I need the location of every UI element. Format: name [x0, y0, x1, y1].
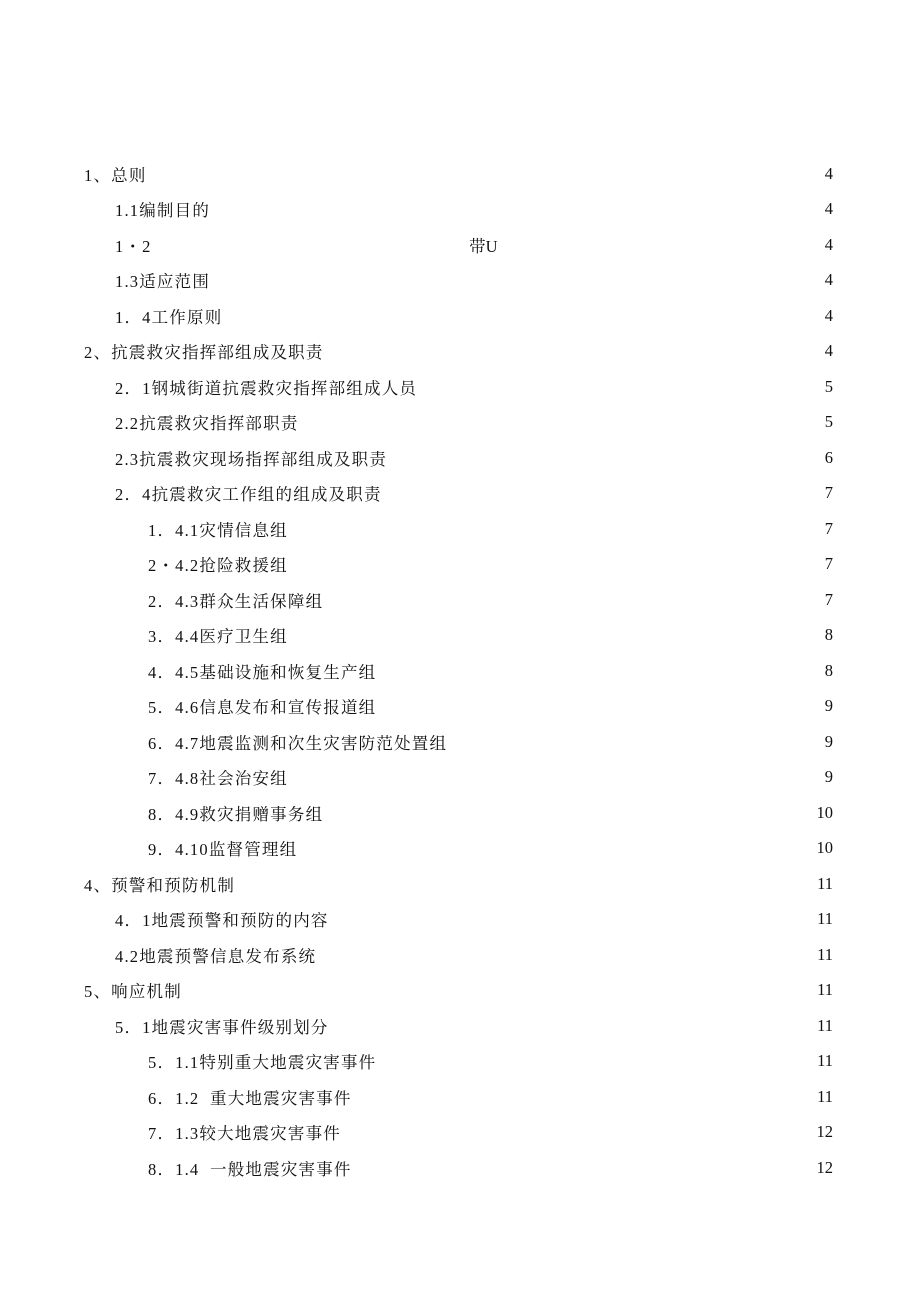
toc-entry-title: 6．4.7地震监测和次生灾害防范处置组 — [148, 730, 451, 754]
dot-leader — [294, 767, 813, 787]
toc-entry[interactable] — [0, 618, 920, 654]
dot-leader — [335, 909, 813, 929]
toc-entry-page: 11 — [817, 873, 833, 893]
dot-leader — [241, 874, 813, 894]
toc-entry-page: 7 — [824, 589, 833, 609]
toc-entry[interactable] — [0, 369, 920, 405]
toc-entry[interactable] — [0, 689, 920, 725]
toc-entry-title: 7．4.8社会治安组 — [148, 765, 292, 789]
toc-entry-page: 8 — [824, 625, 833, 645]
toc-entry-title: 1.1编制目的 — [115, 197, 214, 221]
dot-leader — [347, 1122, 813, 1142]
toc-entry[interactable] — [0, 795, 920, 831]
dot-leader — [228, 306, 813, 326]
dot-leader — [388, 483, 813, 503]
toc-entry-title: 1、总则 — [84, 162, 151, 186]
toc-entry-page: 11 — [817, 944, 833, 964]
toc-entry-page: 5 — [824, 376, 833, 396]
toc-entry[interactable] — [0, 582, 920, 618]
dot-leader — [153, 164, 813, 184]
toc-entry-title: 2．1钢城街道抗震救灾指挥部组成人员 — [115, 375, 421, 399]
toc-entry-page: 6 — [824, 447, 833, 467]
toc-entry-title: 2.3抗震救灾现场指挥部组成及职责 — [115, 446, 391, 470]
toc-entry-title: 5．4.6信息发布和宣传报道组 — [148, 694, 380, 718]
toc-entry[interactable] — [0, 476, 920, 512]
toc-entry-title: 5、响应机制 — [84, 978, 186, 1002]
toc-entry-mid-text: 带U — [469, 236, 498, 256]
toc-entry-title: 1．4工作原则 — [115, 304, 226, 328]
dot-leader — [303, 838, 813, 858]
toc-entry-title: 1・2 — [115, 233, 152, 257]
toc-entry-title: 2・4.2抢险救援组 — [148, 552, 292, 576]
dot-leader — [358, 1158, 813, 1178]
toc-entry-title: 2．4抗震救灾工作组的组成及职责 — [115, 481, 386, 505]
dot-leader — [216, 199, 813, 219]
dot-leader — [329, 590, 813, 610]
dot-leader — [188, 980, 813, 1000]
toc-entry-title: 8．1.4 一般地震灾害事件 — [148, 1156, 356, 1180]
toc-entry-title: 4．4.5基础设施和恢复生产组 — [148, 659, 380, 683]
toc-entry-title: 4、预警和预防机制 — [84, 872, 239, 896]
table-of-contents — [0, 156, 920, 1186]
toc-entry[interactable] — [0, 334, 920, 370]
toc-entry[interactable] — [0, 440, 920, 476]
toc-entry[interactable] — [0, 902, 920, 938]
dot-leader — [216, 270, 813, 290]
toc-entry-title: 8．4.9救灾捐赠事务组 — [148, 801, 327, 825]
toc-entry[interactable] — [0, 1044, 920, 1080]
dot-leader — [358, 1087, 813, 1107]
toc-entry-page: 11 — [817, 1086, 833, 1106]
toc-entry-title: 7．1.3较大地震灾害事件 — [148, 1120, 345, 1144]
dot-leader — [453, 732, 813, 752]
toc-entry-page: 11 — [817, 909, 833, 929]
toc-entry-page: 9 — [824, 767, 833, 787]
toc-entry-page: 4 — [824, 163, 833, 183]
dot-leader — [294, 554, 813, 574]
toc-entry[interactable] — [0, 937, 920, 973]
dot-leader — [382, 1051, 813, 1071]
dot-leader — [393, 448, 813, 468]
toc-entry-title: 3．4.4医疗卫生组 — [148, 623, 292, 647]
toc-entry-page: 12 — [816, 1157, 833, 1177]
toc-entry-page: 10 — [816, 802, 833, 822]
toc-entry-title: 4.2地震预警信息发布系统 — [115, 943, 320, 967]
toc-entry-title: 5．1地震灾害事件级别划分 — [115, 1014, 333, 1038]
toc-entry[interactable] — [0, 1150, 920, 1186]
toc-entry[interactable] — [0, 653, 920, 689]
toc-entry[interactable] — [0, 192, 920, 228]
toc-entry[interactable] — [0, 405, 920, 441]
toc-entry-page: 7 — [824, 518, 833, 538]
dot-leader — [423, 377, 813, 397]
toc-entry-page: 7 — [824, 554, 833, 574]
toc-entry[interactable] — [0, 831, 920, 867]
toc-entry-page: 9 — [824, 731, 833, 751]
toc-entry-page: 5 — [824, 412, 833, 432]
dot-leader — [294, 519, 813, 539]
toc-entry[interactable] — [0, 156, 920, 192]
toc-entry-title: 6．1.2 重大地震灾害事件 — [148, 1085, 356, 1109]
toc-entry-page: 10 — [816, 838, 833, 858]
toc-entry-page: 8 — [824, 660, 833, 680]
toc-entry-title: 2、抗震救灾指挥部组成及职责 — [84, 339, 328, 363]
toc-entry[interactable] — [0, 866, 920, 902]
toc-entry[interactable] — [0, 263, 920, 299]
toc-entry-page: 4 — [824, 270, 833, 290]
toc-entry-title: 4．1地震预警和预防的内容 — [115, 907, 333, 931]
dot-leader — [501, 235, 813, 255]
toc-entry[interactable] — [0, 760, 920, 796]
toc-entry-page: 11 — [817, 1051, 833, 1071]
dot-leader — [329, 803, 813, 823]
toc-entry[interactable] — [0, 511, 920, 547]
dot-leader — [335, 1016, 813, 1036]
toc-entry-title: 2.2抗震救灾指挥部职责 — [115, 410, 303, 434]
toc-entry-title: 5．1.1特别重大地震灾害事件 — [148, 1049, 380, 1073]
toc-entry-page: 12 — [816, 1122, 833, 1142]
toc-entry[interactable] — [0, 1079, 920, 1115]
dot-leader — [294, 625, 813, 645]
toc-entry[interactable] — [0, 973, 920, 1009]
toc-entry-title: 9．4.10监督管理组 — [148, 836, 301, 860]
toc-entry-page: 4 — [824, 305, 833, 325]
toc-entry-title: 1.3适应范围 — [115, 268, 214, 292]
toc-entry[interactable] — [0, 547, 920, 583]
dot-leader — [305, 412, 813, 432]
toc-entry-page: 4 — [824, 199, 833, 219]
dot-leader — [322, 945, 813, 965]
toc-entry-title: 1．4.1灾情信息组 — [148, 517, 292, 541]
dot-leader — [330, 341, 813, 361]
toc-entry-page: 7 — [824, 483, 833, 503]
toc-entry-page: 4 — [824, 234, 833, 254]
toc-entry-page: 4 — [824, 341, 833, 361]
dot-leader — [154, 235, 466, 255]
toc-entry-page: 9 — [824, 696, 833, 716]
dot-leader — [382, 696, 813, 716]
toc-entry-page: 11 — [817, 1015, 833, 1035]
toc-entry[interactable] — [0, 227, 920, 263]
dot-leader — [382, 661, 813, 681]
toc-entry[interactable] — [0, 1115, 920, 1151]
toc-entry[interactable] — [0, 1008, 920, 1044]
toc-entry-page: 11 — [817, 980, 833, 1000]
toc-entry[interactable] — [0, 298, 920, 334]
toc-entry-title: 2．4.3群众生活保障组 — [148, 588, 327, 612]
toc-entry[interactable] — [0, 724, 920, 760]
